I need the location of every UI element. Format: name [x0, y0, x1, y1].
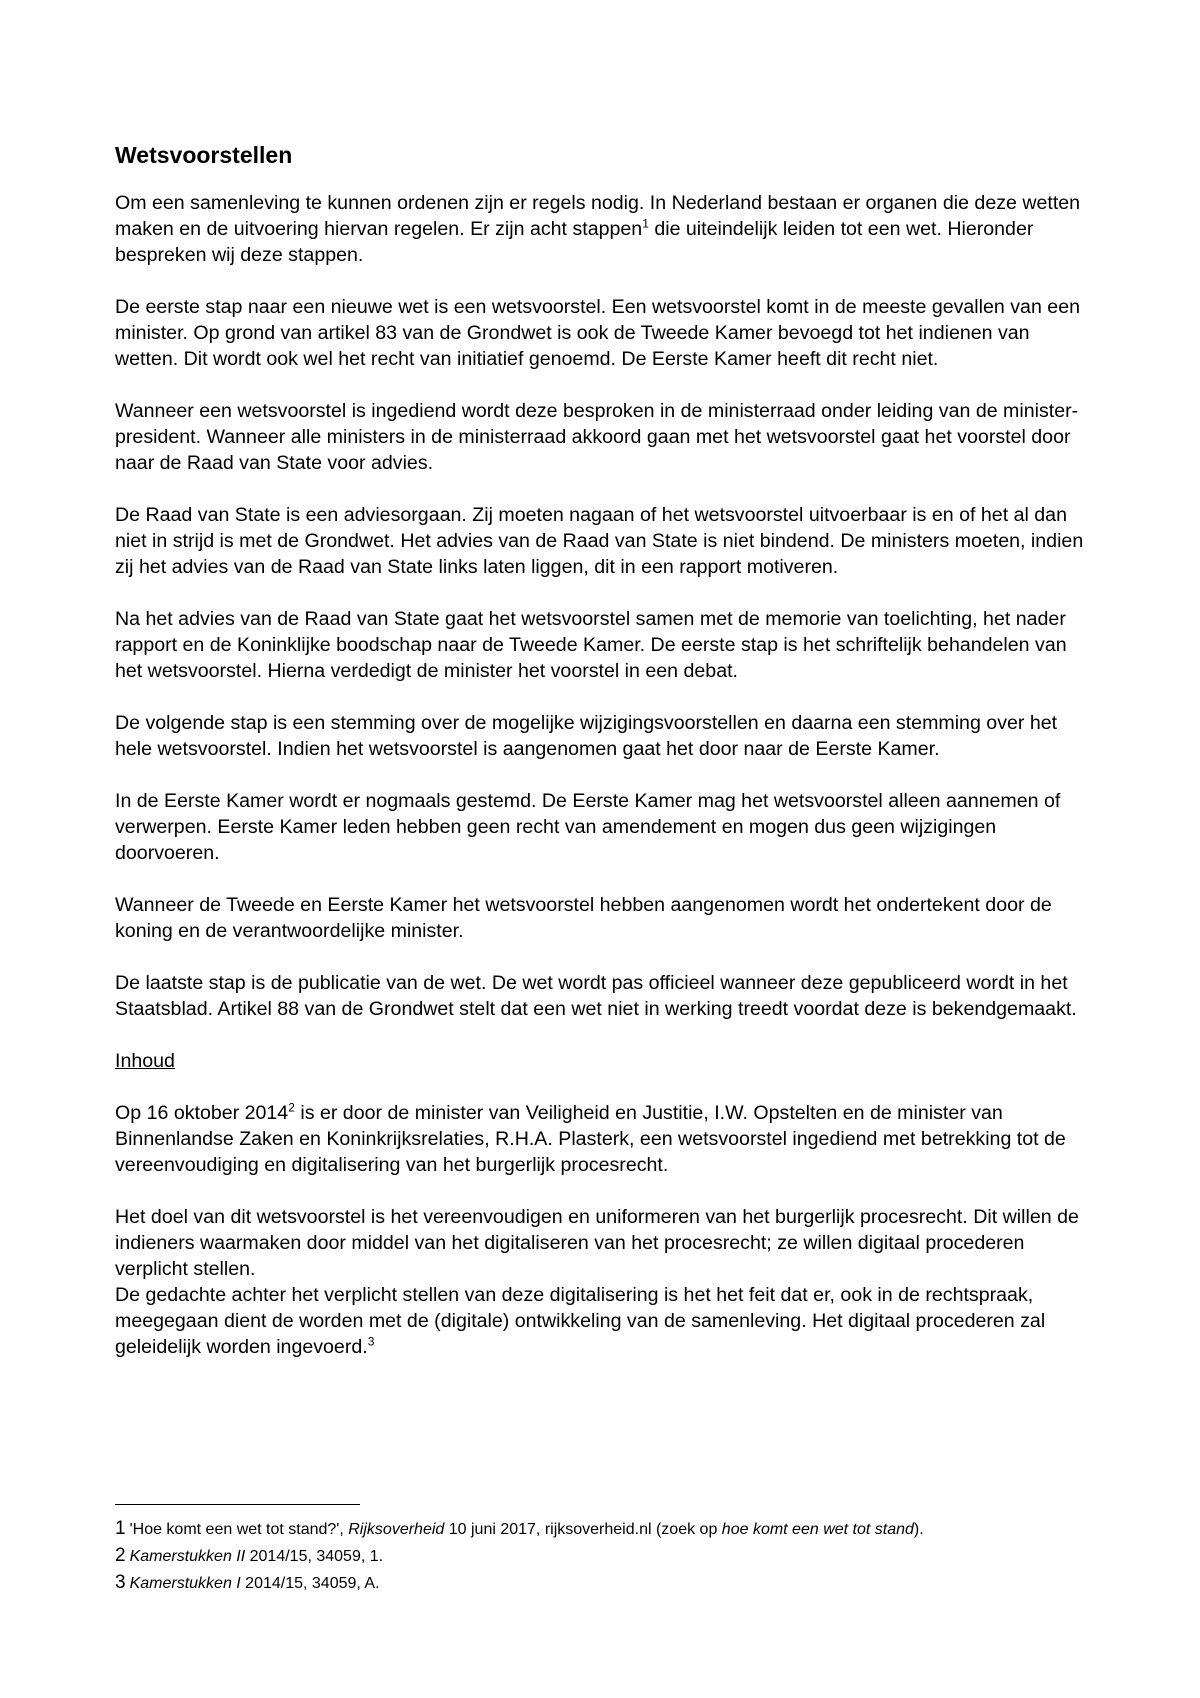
document-body [115, 140, 1095, 1386]
paragraph-9: De laatste stap is de publicatie van de wet. De wet wordt pas officieel wanneer deze gepubliceerd wordt in het Staatsblad. Artikel 88 van de Grondwet stelt dat een wet niet in werking treedt voordat deze is bekendgemaakt. [115, 972, 1077, 1020]
text: 10 juni 2017, rijksoverheid.nl (zoek op [444, 1521, 722, 1538]
text: Op 16 oktober 2014 [115, 1102, 289, 1124]
text: 2014/15, 34059, A. [240, 1575, 380, 1592]
paragraph-10 [115, 1100, 1095, 1178]
footnote-2 [115, 1543, 1095, 1570]
footnote-ref-1[interactable]: 1 [642, 216, 649, 231]
footnote-number: 1 [115, 1518, 126, 1539]
text: die uiteindelijk leiden tot een wet. Hieronder bespreken wij deze stappen. [115, 218, 1034, 266]
footnote-ref-3[interactable]: 3 [367, 1334, 375, 1349]
footnote-1 [115, 1516, 1095, 1543]
footnote-number: 3 [115, 1572, 126, 1593]
paragraph-8: Wanneer de Tweede en Eerste Kamer het wetsvoorstel hebben aangenomen wordt het ondertekent door de koning en de verantwoordelijke minister. [115, 894, 1052, 942]
paragraph-5: Na het advies van de Raad van State gaat het wetsvoorstel samen met de memorie van toelichting, het nader rapport en de Koninklijke boodschap naar de Tweede Kamer. De eerste stap is het schriftelijk behandelen van het wetsvoorstel. Hierna verdedigt de minister het voorstel in een debat. [115, 608, 1067, 682]
text: Rijksoverheid [348, 1521, 445, 1538]
paragraph-11: Het doel van dit wetsvoorstel is het vereenvoudigen en uniformeren van het burgerlijk procesrecht. Dit willen de indieners waarmaken door middel van het digitaliseren van het procesrecht; ze willen digitaal procederen verplicht stellen. [115, 1206, 1079, 1280]
footnote-ref-2[interactable]: 2 [288, 1100, 295, 1115]
text: is er door de minister van Veiligheid en Justitie, I.W. Opstelten en de minister van Binnenlandse Zaken en Koninkrijksrelaties, R.H.A. Plasterk, een wetsvoorstel ingediend met betrekking tot de vereenvoudiging en digitalisering van het burgerlijk procesrecht. [115, 1102, 1066, 1176]
footnote-3 [115, 1570, 1095, 1597]
paragraph-2: De eerste stap naar een nieuwe wet is een wetsvoorstel. Een wetsvoorstel komt in de meeste gevallen van een minister. Op grond van artikel 83 van de Grondwet is ook de Tweede Kamer bevoegd tot het indienen van wetten. Dit wordt ook wel het recht van initiatief genoemd. De Eerste Kamer heeft dit recht niet. [115, 296, 1080, 370]
text: 'Hoe komt een wet tot stand?', [129, 1521, 349, 1538]
footnote-separator [115, 1504, 360, 1505]
section-heading-inhoud: Inhoud [115, 1050, 175, 1072]
text: Kamerstukken I [129, 1575, 241, 1592]
paragraph-12 [115, 1282, 1095, 1360]
text: hoe komt een wet tot stand [721, 1521, 914, 1538]
text: 2014/15, 34059, 1. [245, 1548, 384, 1565]
text: ). [913, 1521, 924, 1538]
paragraph-intro [115, 190, 1095, 268]
paragraph-3: Wanneer een wetsvoorstel is ingediend wordt deze besproken in de ministerraad onder leiding van de minister-president. Wanneer alle ministers in de ministerraad akkoord gaan met het wetsvoorstel gaat het voorstel door naar de Raad van State voor advies. [115, 400, 1079, 474]
text: De gedachte achter het verplicht stellen van deze digitalisering is het het feit dat er, ook in de rechtspraak, meegegaan dient de worden met de (digitale) ontwikkeling van de samenleving. Het digitaal procederen zal geleidelijk worden ingevoerd. [115, 1284, 1046, 1358]
paragraph-7: In de Eerste Kamer wordt er nogmaals gestemd. De Eerste Kamer mag het wetsvoorstel alleen aannemen of verwerpen. Eerste Kamer leden hebben geen recht van amendement en mogen dus geen wijzigingen doorvoeren. [115, 790, 1061, 864]
page-title: Wetsvoorstellen [115, 142, 293, 168]
text: Kamerstukken II [129, 1548, 246, 1565]
footnotes [115, 1516, 1095, 1597]
paragraph-4: De Raad van State is een adviesorgaan. Zij moeten nagaan of het wetsvoorstel uitvoerbaar is en of het al dan niet in strijd is met de Grondwet. Het advies van de Raad van State is niet bindend. De ministers moeten, indien zij het advies van de Raad van State links laten liggen, dit in een rapport motiveren. [115, 504, 1084, 578]
paragraph-6: De volgende stap is een stemming over de mogelijke wijzigingsvoorstellen en daarna een stemming over het hele wetsvoorstel. Indien het wetsvoorstel is aangenomen gaat het door naar de Eerste Kamer. [115, 712, 1058, 760]
footnote-number: 2 [115, 1545, 126, 1566]
text: Om een samenleving te kunnen ordenen zijn er regels nodig. In Nederland bestaan er organen die deze wetten maken en de uitvoering hiervan regelen. Er zijn acht stappen [115, 192, 1081, 240]
